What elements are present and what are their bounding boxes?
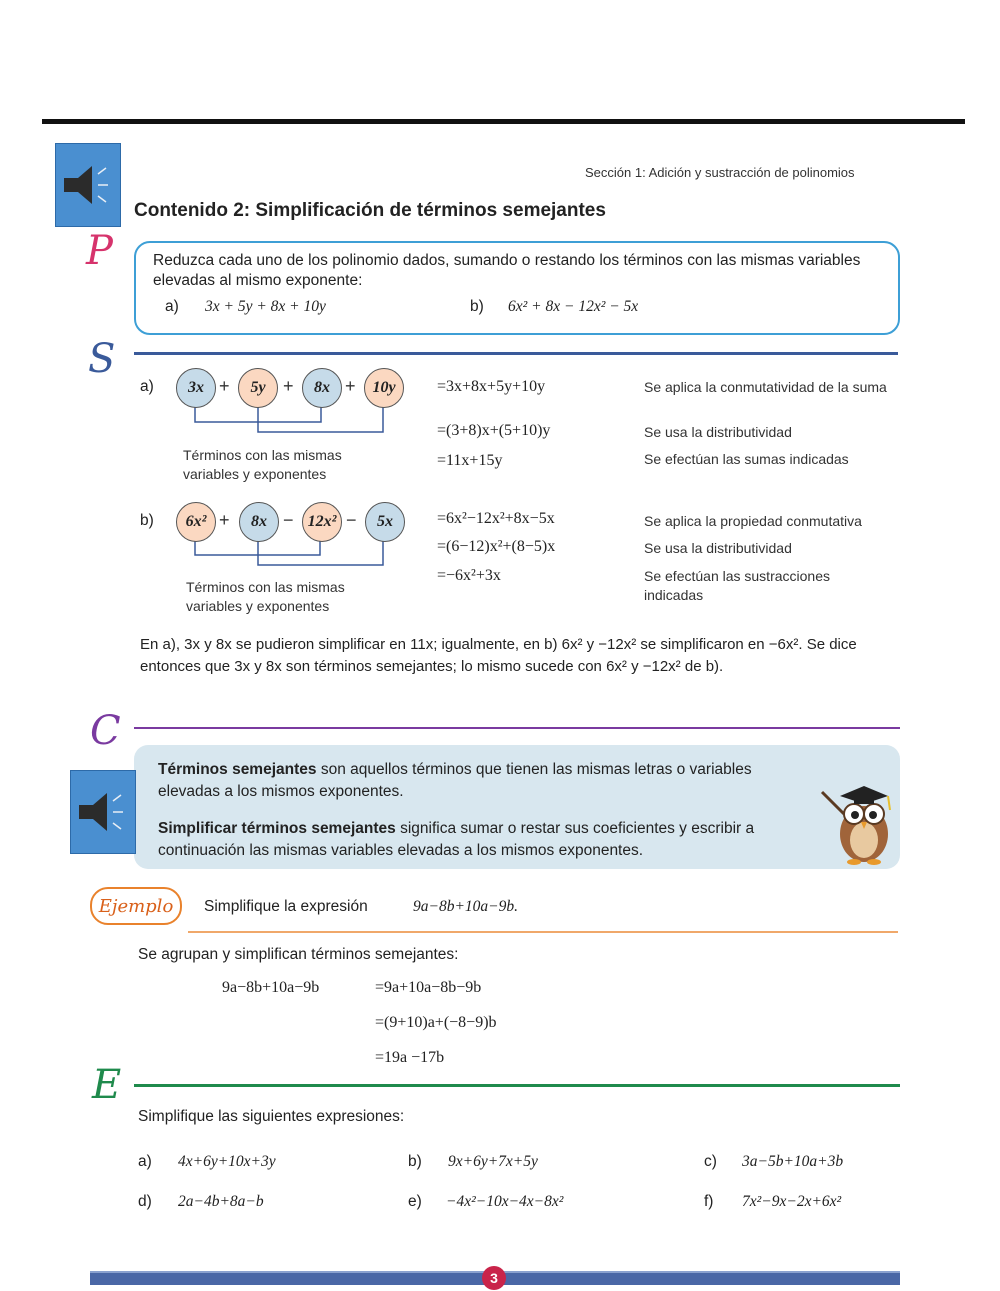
problem-a-label: a)	[165, 298, 179, 315]
e-rule	[134, 1084, 900, 1087]
exercise-expr: 2a−4b+8a−b	[178, 1193, 264, 1210]
audio-button[interactable]	[70, 770, 136, 854]
term-bubble: 8x	[239, 502, 279, 542]
term-bubble: 6x²	[176, 502, 216, 542]
exercise-expr: 4x+6y+10x+3y	[178, 1153, 276, 1170]
concept-text-2: significa sumar o restar sus coeficientes y escribir a continuación las mismas variables elevadas a los mismos exponentes.	[158, 820, 755, 859]
example-prompt: Simplifique la expresión	[204, 898, 368, 915]
solution-b-label: b)	[140, 512, 154, 529]
operator: +	[283, 376, 294, 396]
example-step-1: =9a+10a−8b−9b	[375, 979, 482, 996]
operator: −	[283, 510, 294, 530]
concept-2	[158, 818, 818, 862]
solution-a-step-1: =3x+8x+5y+10y	[437, 378, 546, 395]
exercise-label: e)	[408, 1193, 422, 1210]
top-rule	[42, 119, 965, 124]
solution-b-note-1: Se aplica la propiedad conmutativa	[644, 513, 862, 529]
exercise-expr: 7x²−9x−2x+6x²	[742, 1193, 842, 1210]
exercise-label: b)	[408, 1153, 422, 1170]
letter-p: P	[86, 228, 113, 274]
exercise-expr: 3a−5b+10a+3b	[742, 1153, 844, 1170]
audio-button[interactable]	[55, 143, 121, 227]
letter-e: E	[92, 1062, 122, 1108]
problem-b-label: b)	[470, 298, 484, 315]
owl-mascot-icon	[818, 774, 898, 866]
exercise-expr: −4x²−10x−4x−8x²	[446, 1193, 564, 1210]
letter-s: S	[88, 336, 116, 382]
section-label: Sección 1: Adición y sustracción de polinomios	[585, 165, 855, 180]
solution-a-step-3: =11x+15y	[437, 452, 503, 469]
page-number: 3	[482, 1266, 506, 1290]
example-step-3: =19a −17b	[375, 1049, 445, 1066]
operator: +	[219, 510, 230, 530]
exercise-instruction: Simplifique las siguientes expresiones:	[138, 1108, 405, 1125]
solution-a-caption: Términos con las mismas variables y exponentes	[183, 447, 342, 482]
operator: +	[345, 376, 356, 396]
term-bubble: 5x	[365, 502, 405, 542]
term-bubble: 5y	[238, 368, 278, 408]
term-bubble: 8x	[302, 368, 342, 408]
concept-term-1: Términos semejantes	[158, 761, 317, 778]
example-badge: Ejemplo	[90, 887, 182, 925]
solution-b-caption: Términos con las mismas variables y exponentes	[186, 579, 345, 614]
exercise-label: a)	[138, 1153, 152, 1170]
page-title: Contenido 2: Simplificación de términos semejantes	[134, 200, 606, 221]
problem-a-expr: 3x + 5y + 8x + 10y	[205, 298, 326, 315]
example-rule	[188, 931, 898, 933]
solution-paragraph: En a), 3x y 8x se pudieron simplificar en 11x; igualmente, en b) 6x² y −12x² se simplificaron en −6x². Se dice entonces que 3x y 8x son términos semejantes; lo mismo sucede con 6x² y −12x² de b).	[140, 636, 857, 675]
concept-term-2: Simplificar términos semejantes	[158, 820, 396, 837]
solution-b-note-3: Se efectúan las sustracciones indicadas	[644, 568, 830, 603]
example-lhs: 9a−8b+10a−9b	[222, 979, 320, 996]
example-intro: Se agrupan y simplifican términos semejantes:	[138, 946, 459, 963]
example-expr: 9a−8b+10a−9b.	[413, 898, 519, 915]
exercise-label: f)	[704, 1193, 714, 1210]
s-rule	[134, 352, 898, 355]
solution-a-step-2: =(3+8)x+(5+10)y	[437, 422, 551, 439]
concept-text-1: son aquellos términos que tienen las mismas letras o variables elevadas a los mismos exponentes.	[158, 761, 752, 800]
operator: +	[219, 376, 230, 396]
term-bubble: 3x	[176, 368, 216, 408]
problem-text: Reduzca cada uno de los polinomio dados, sumando o restando los términos con las mismas variables elevadas al mismo exponente:	[153, 252, 861, 289]
solution-a-label: a)	[140, 378, 154, 395]
solution-a-note-2: Se usa la distributividad	[644, 424, 792, 440]
example-step-2: =(9+10)a+(−8−9)b	[375, 1014, 497, 1031]
operator: −	[346, 510, 357, 530]
solution-a-note-1: Se aplica la conmutatividad de la suma	[644, 379, 887, 395]
exercise-label: d)	[138, 1193, 152, 1210]
concept-1	[158, 759, 798, 803]
c-rule	[134, 727, 900, 729]
problem-b-expr: 6x² + 8x − 12x² − 5x	[508, 298, 639, 315]
exercise-expr: 9x+6y+7x+5y	[448, 1153, 538, 1170]
solution-b-note-2: Se usa la distributividad	[644, 540, 792, 556]
speaker-icon	[56, 144, 120, 226]
solution-b-step-2: =(6−12)x²+(8−5)x	[437, 538, 556, 555]
solution-b-step-1: =6x²−12x²+8x−5x	[437, 510, 555, 527]
term-bubble: 10y	[364, 368, 404, 408]
exercise-label: c)	[704, 1153, 717, 1170]
letter-c: C	[90, 708, 121, 754]
term-bubble: 12x²	[302, 502, 342, 542]
speaker-icon	[71, 771, 135, 853]
solution-b-step-3: =−6x²+3x	[437, 567, 501, 584]
solution-a-note-3: Se efectúan las sumas indicadas	[644, 451, 849, 467]
